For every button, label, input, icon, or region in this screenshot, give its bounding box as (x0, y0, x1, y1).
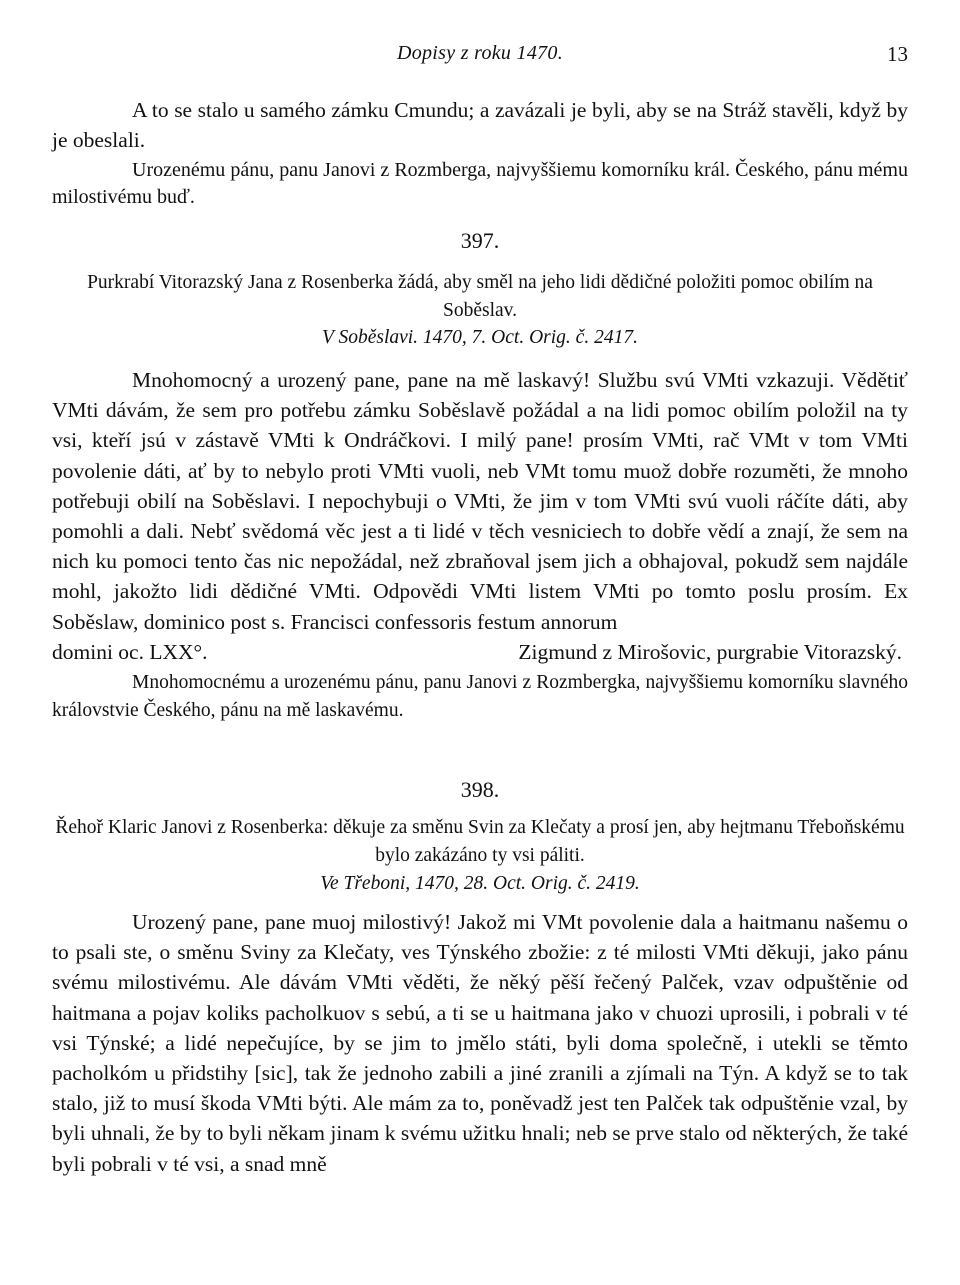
page-header (52, 42, 908, 72)
regest-397: Purkrabí Vitorazský Jana z Rosenberka žádá, aby směl na jeho lidi dědičné položiti pomoc obilím na Soběslav. (87, 272, 873, 321)
document-number-398: 398. (460, 777, 500, 802)
letter-body-397: Mnohomocný a urozený pane, pane na mě laskavý! Službu svú VMti vzkazuji. Vědětiť VMti dávám, že sem pro potřebu zámku Soběslavě požádal a na lidi pomoc obilím položil na ty vsi, kteří jsú v zástavě VMti k Ondráčkovi. I milý pane! prosím VMti, rač VMt v tom VMti povolenie dáti, ať by to nebylo proti VMti vuoli, neb VMt tomu muož dobře rozuměti, že mnoho potřebuji obilí na Soběslavi. I nepochybuji o VMti, že jim v tom VMti svú vuoli ráčíte dáti, aby pomohli a dali. Nebť svědomá věc jest a ti lidé v těch vesniciech to dobře vědí a znají, že sem na nich ku pomoci tento čas nic nepožádal, než zbraňoval jsem jich a obhajoval, pokudž sem najdále mohl, jakožto lidi dědičné VMti. Odpovědi VMti listem VMti po tomto poslu prosím. Ex Soběslaw, dominico post s. Francisci confessoris festum annorum (52, 368, 908, 634)
signature-line-397 (52, 637, 908, 667)
regest-398: Řehoř Klaric Janovi z Rosenberka: děkuje za směnu Svin za Klečaty a prosí jen, aby hejtmanu Třeboňskému bylo zakázáno ty vsi páliti. (55, 817, 905, 866)
intro-section (52, 95, 908, 211)
letter-body-398: Urozený pane, pane muoj milostivý! Jakož mi VMt povolenie dala a haitmanu našemu o to psali ste, o směnu Sviny za Klečaty, ves Týnského zbožie: z té milosti VMti děkuji, jako pánu svému milostivému. Ale dávám VMti věděti, že něký pěší řečený Palček, vzav odpuštěnie od haitmana a pojav koliks pacholkuov s sebú, a ti se u haitmana jako v chuozi uprosili, i pobrali v té vsi Týnské; a lidé nepečujíce, by se jim to jmělo státi, byli doma společně, i utekli se těmto pacholkóm u přidstihy [sic], tak že jednoho zabili a jiné zranili a zjímali na Týn. A když se to tak stalo, již to musí škoda VMti býti. Ale mám za to, poněvadž jest ten Palček tak odpuštěnie vzal, by byli uhnali, že by to byli někam jinam k svému užitku hnali; neb se prve stalo od některých, že také byli pobrali v té vsi, a snad mně (52, 910, 908, 1176)
letter-398 (52, 907, 908, 1179)
letter-397 (52, 365, 908, 725)
place-date-397: V Soběslavi. 1470, 7. Oct. Orig. č. 2417. (322, 327, 638, 348)
intro-paragraph: A to se stalo u samého zámku Cmundu; a zavázali je byli, aby se na Stráž stavěli, když by je obeslali. (52, 98, 908, 153)
page-number: 13 (887, 42, 908, 66)
place-date-398: Ve Třeboni, 1470, 28. Oct. Orig. č. 2419. (320, 873, 640, 894)
closing-date-397: domini oc. LXX°. (52, 639, 208, 664)
running-head: Dopisy z roku 1470. (396, 42, 564, 64)
document-number-397: 397. (460, 228, 500, 253)
signature-397: Zigmund z Mirošovic, purgrabie Vitorazský. (518, 639, 902, 664)
address-397: Mnohomocnému a urozenému pánu, panu Janovi z Rozmbergka, najvyššiemu komorníku slavného královstvie Českého, pánu na mě laskavému. (52, 672, 908, 722)
intro-address: Urozenému pánu, panu Janovi z Rozmberga, najvyššiemu komorníku král. Českého, pánu mému milostivému buď. (52, 159, 908, 209)
